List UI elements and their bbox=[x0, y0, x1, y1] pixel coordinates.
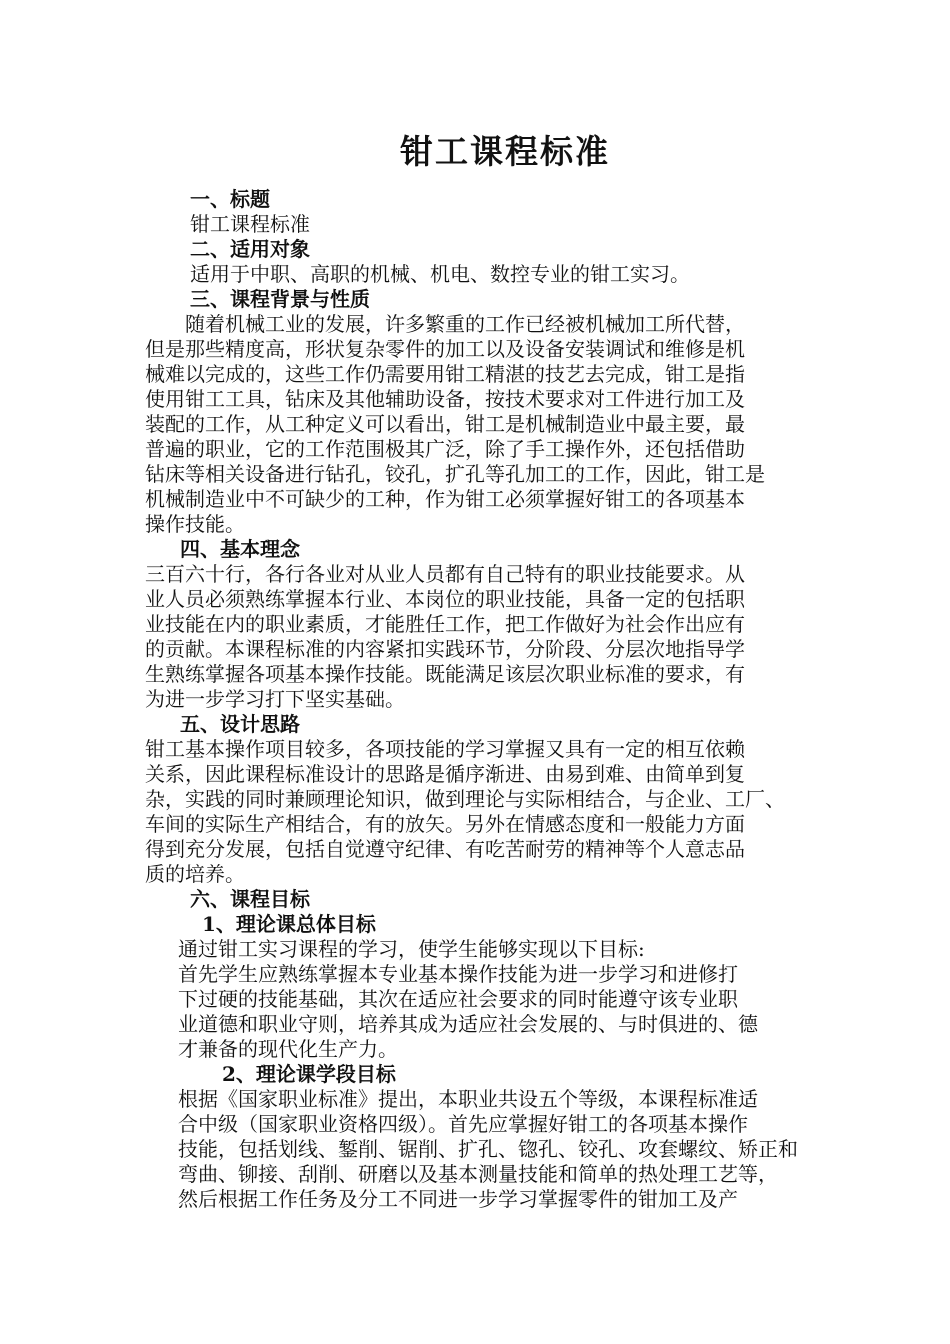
section-heading: 五、设计思路 bbox=[180, 712, 300, 736]
body-line: 得到充分发展，包括自觉遵守纪律、有吃苦耐劳的精神等个人意志品 bbox=[145, 837, 745, 861]
body-line: 业道德和职业守则，培养其成为适应社会发展的、与时俱进的、德 bbox=[178, 1012, 758, 1036]
body-line: 车间的实际生产相结合，有的放矢。另外在情感态度和一般能力方面 bbox=[145, 812, 745, 836]
subsection-heading: 1、理论课总体目标 bbox=[202, 912, 376, 936]
section-heading: 四、基本理念 bbox=[180, 537, 300, 561]
body-line: 然后根据工作任务及分工不同进一步学习掌握零件的钳加工及产 bbox=[178, 1187, 738, 1211]
body-line: 适用于中职、高职的机械、机电、数控专业的钳工实习。 bbox=[190, 262, 690, 286]
body-line: 装配的工作，从工种定义可以看出，钳工是机械制造业中最主要，最 bbox=[145, 412, 745, 436]
body-line: 随着机械工业的发展，许多繁重的工作已经被机械加工所代替， bbox=[185, 312, 745, 336]
body-line: 业技能在内的职业素质，才能胜任工作，把工作做好为社会作出应有 bbox=[145, 612, 745, 636]
body-line: 质的培养。 bbox=[145, 862, 245, 886]
body-line: 三百六十行，各行各业对从业人员都有自己特有的职业技能要求。从 bbox=[145, 562, 745, 586]
body-line: 机械制造业中不可缺少的工种，作为钳工必须掌握好钳工的各项基本 bbox=[145, 487, 745, 511]
body-line: 钳工基本操作项目较多，各项技能的学习掌握又具有一定的相互依赖 bbox=[145, 737, 745, 761]
section-heading: 一、标题 bbox=[190, 187, 270, 211]
body-line: 合中级（国家职业资格四级）。首先应掌握好钳工的各项基本操作 bbox=[178, 1112, 748, 1136]
body-line: 为进一步学习打下坚实基础。 bbox=[145, 687, 405, 711]
body-line: 通过钳工实习课程的学习，使学生能够实现以下目标: bbox=[178, 937, 645, 961]
body-line: 使用钳工工具，钻床及其他辅助设备，按技术要求对工件进行加工及 bbox=[145, 387, 745, 411]
body-line: 的贡献。本课程标准的内容紧扣实践环节，分阶段、分层次地指导学 bbox=[145, 637, 745, 661]
body-line: 关系，因此课程标准设计的思路是循序渐进、由易到难、由简单到复 bbox=[145, 762, 745, 786]
body-line: 首先学生应熟练掌握本专业基本操作技能为进一步学习和进修打 bbox=[178, 962, 738, 986]
body-line: 杂，实践的同时兼顾理论知识，做到理论与实际相结合，与企业、工厂、 bbox=[145, 787, 785, 811]
body-line: 才兼备的现代化生产力。 bbox=[178, 1037, 398, 1061]
section-heading: 二、适用对象 bbox=[190, 237, 310, 261]
subsection-heading: 2、理论课学段目标 bbox=[222, 1062, 396, 1086]
body-line: 业人员必须熟练掌握本行业、本岗位的职业技能，具备一定的包括职 bbox=[145, 587, 745, 611]
body-line: 但是那些精度高，形状复杂零件的加工以及设备安装调试和维修是机 bbox=[145, 337, 745, 361]
body-line: 钳工课程标准 bbox=[190, 212, 310, 236]
body-line: 械难以完成的，这些工作仍需要用钳工精湛的技艺去完成，钳工是指 bbox=[145, 362, 745, 386]
section-heading: 三、课程背景与性质 bbox=[190, 287, 370, 311]
page-title: 钳工课程标准 bbox=[400, 132, 610, 171]
body-line: 下过硬的技能基础，其次在适应社会要求的同时能遵守该专业职 bbox=[178, 987, 738, 1011]
body-line: 生熟练掌握各项基本操作技能。既能满足该层次职业标准的要求，有 bbox=[145, 662, 745, 686]
body-line: 操作技能。 bbox=[145, 512, 245, 536]
body-line: 弯曲、铆接、刮削、研磨以及基本测量技能和简单的热处理工艺等， bbox=[178, 1162, 778, 1186]
body-line: 普遍的职业，它的工作范围极其广泛，除了手工操作外，还包括借助 bbox=[145, 437, 745, 461]
body-line: 根据《国家职业标准》提出，本职业共设五个等级，本课程标准适 bbox=[178, 1087, 758, 1111]
body-line: 技能，包括划线、錾削、锯削、扩孔、锪孔、铰孔、攻套螺纹、矫正和 bbox=[178, 1137, 798, 1161]
body-line: 钻床等相关设备进行钻孔，铰孔，扩孔等孔加工的工作，因此，钳工是 bbox=[145, 462, 765, 486]
section-heading: 六、课程目标 bbox=[190, 887, 310, 911]
